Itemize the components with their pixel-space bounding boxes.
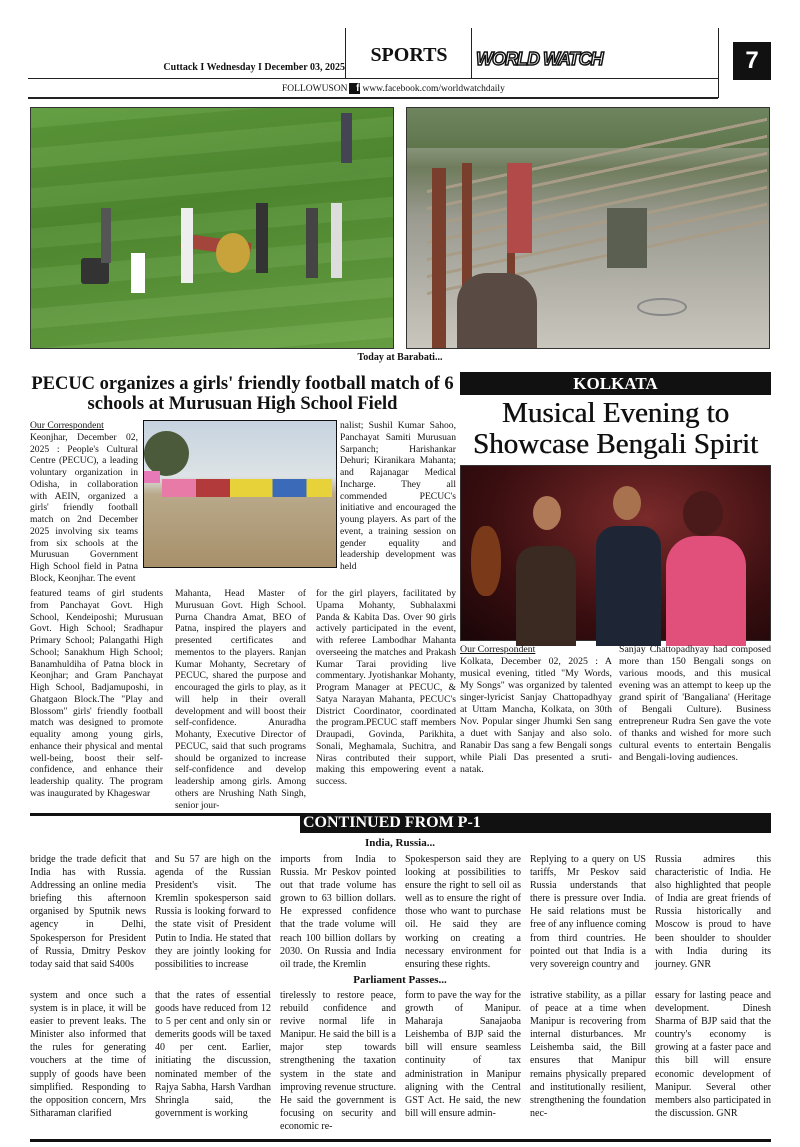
kolkata-col2: Sanjay Chattopadhyay had composed more than 150 Bengali songs on various moods, and this musical evening was an attempt to keep up the grand spirit of 'Bangaliana' (Heritage of Bengali Culture). Business entrepreneur Rudra Sen gave the vote of thanks and wished for more such cultural events to entertain Bengalis and Bengali-loving audiences.: [619, 644, 771, 763]
russia-column: Russia admires this characteristic of India. He also highlighted that people of India are great friends of Russia historically and Moscow is proud to have been shoulder to shoulder with India during its journey. GNR: [655, 854, 771, 970]
world-watch-logo: WORLD WATCH: [476, 49, 603, 69]
continued-banner: CONTINUED FROM P-1: [300, 813, 771, 833]
parliament-column: istrative stability, as a pillar of peace at a time when Manipur is recovering from internal disturbances. Mr Leishemba said, the Bill ensures that Manipur remains physically prepared and institutionally resilient, strengthening the foundation nec-: [530, 990, 646, 1119]
russia-column: bridge the trade deficit that India has with Russia. Addressing an online media briefing this afternoon organised by Sputnik news agency in Delhi, Spokesperson for President of Russia, Dmitry Peskov today said that said S400s: [30, 854, 146, 970]
russia-column: Replying to a query on US tariffs, Mr Peskov said Russia understands that there is pressure over India. He said relations must be free of any influence coming from third countries. He pointed out that India is a very sovereign country and: [530, 854, 646, 970]
parliament-column: system and once such a system is in place, it will be easier to prevent leaks. The Minister also informed that the rules for generating vouchers at the time of supply of goods have been simplified. Responding to the opposition concern, Mrs Sitharaman clarified: [30, 990, 146, 1119]
pecuc-col3-bottom: for the girl players, facilitated by Upama Mohanty, Subhalaxmi Panda & Kabita Das. Over 90 girls actively participated in the event, with referee Lambodhar Mahanta overseeing the matches and Prakash Kumar Tarai providing live commentary. Jyotishankar Mohanty, Program Manager at PECUC, & Satya Narayan Mahanta, PECUC's District Coordinator, coordinated the program.PECUC staff members Draupadi, Govinda, Parikhita, Sonali, Meghamala, Suchitra, and Niras contributed their support, making this empowering event a success.: [316, 588, 456, 787]
pecuc-col3-top: nalist; Sushil Kumar Sahoo, Panchayat Samiti Murusuan Sarpanch; Harishankar Dehuri; Kiranikara Mahanta; and Rajanagar Medical Incharge. They all commended PECUC's initiative and encouraged the young players. As part of the event, a training session on gender equality and leadership development was held: [340, 420, 456, 572]
section-title: SPORTS: [370, 44, 448, 66]
pecuc-col1-bottom: featured teams of girl students from Panchayat Govt. High School, Kendeiposhi; Murusuan Govt. High School; Sradhapur Primary School; Palangathi High School; Sanakhum High School; Banamhuldiha of Patna block in Keonjhar; and Gram Panchayat High School, Badjamuposhi, in Ghatgaon Block.The "Play and Blossom" girls' friendly football match was designed to promote equality among young girls, enhance their physical and mental well-being, boost their self-confidence, and enhance their leadership quality. The program was inaugurated by Khageswar: [30, 588, 163, 799]
russia-title: India, Russia...: [364, 837, 435, 849]
kolkata-text: Kolkata, December 02, 2025 : A musical evening, titled "My Words, My Songs" was organized by talented singer-lyricist Sanjay Chattopadhyay at Uttam Mancha, Kolkata, on 30th Nov. Popular singer Jhumki Sen sang a duet with Sanjay and also solo. Ranabir Das sang a few Bengali songs while Piali Das presented a sruti-natak.: [460, 656, 612, 775]
russia-column: and Su 57 are high on the agenda of the Russian President's visit. The Kremlin spokesperson said Russia is looking forward to the state visit of President Putin to India. He stated that they are jointly looking for possibilities to increase: [155, 854, 271, 970]
divider: [345, 28, 346, 78]
pecuc-byline: Our Correspondent: [30, 420, 104, 431]
parliament-title: Parliament Passes...: [353, 974, 447, 986]
divider: [471, 28, 472, 78]
masthead-rule: [28, 78, 718, 79]
follow-line: [282, 83, 505, 94]
divider: [718, 28, 719, 98]
follow-label: FOLLOWUSON: [282, 83, 348, 94]
facebook-icon[interactable]: f: [349, 83, 360, 94]
bottom-rule: [30, 1139, 771, 1142]
pecuc-col1-top: [30, 420, 138, 585]
parliament-column: form to pave the way for the growth of Manipur. Maharaja Sanajaoba Leishemba of BJP said the bill will ensure seamless continuity of tax administration in Manipur aligning with the Central GST Act. He said, the new bill will ensure admin-: [405, 990, 521, 1119]
russia-column: imports from India to Russia. Mr Peskov pointed out that trade volume has grown to 63 billion dollars. He expressed confidence that the trade volume will reach 100 billion dollars by 2030. On Russia and India oil trade, the Kremlin: [280, 854, 396, 970]
facebook-link[interactable]: www.facebook.com/worldwatchdaily: [362, 83, 505, 94]
pecuc-headline: PECUC organizes a girls' friendly football match of 6 schools at Murusuan High School Field: [31, 374, 454, 414]
page-number: 7: [733, 42, 771, 80]
musical-evening-photo: [460, 465, 771, 641]
girls-football-group-photo: [143, 420, 337, 568]
russia-column: Spokesperson said they are looking at possibilities to ensure the right to sell oil as well as to ensure the right of those who want to purchase oil. He said they are working on creating a necessary environment for ensuring these rights.: [405, 854, 521, 970]
photo-caption: Today at Barabati...: [357, 352, 443, 363]
kolkata-headline: Musical Evening to Showcase Bengali Spirit: [472, 397, 759, 460]
pecuc-col2: Mahanta, Head Master of Murusuan Govt. High School. Purna Chandra Amat, BEO of Patna, inspired the players and presented certificates and mementos to the players. Ranjan Kumar Mohanty, Secretary of PECUC, shared the purpose and encouraged the girls to play, as it will help in their overall development and will boost their self-confidence. Anuradha Mohanty, Executive Director of PECUC, said that such programs should be organized to increase self-confidence and develop leadership among girls. Among others are Nrushing Nath Singh, senior jour-: [175, 588, 306, 811]
dateline: Cuttack I Wednesday I December 03, 2025: [163, 62, 345, 73]
parliament-column: that the rates of essential goods have reduced from 12 to 5 per cent and only sin or demerits goods will be taxed 40 per cent. Earlier, initiating the discussion, nominated member of the Rajya Sabha, Harsh Vardhan Shringla said, the government is working: [155, 990, 271, 1119]
pecuc-text: Keonjhar, December 02, 2025 : People's Cultural Centre (PECUC), a leading voluntary organization in Odisha, in collaboration with AEIN, organized a girls' friendly football match on 2nd December 2025 involving six teams from six schools at the Murusuan Government High School field in Patna Block, Keonjhar. The event: [30, 431, 138, 584]
parliament-column: essary for lasting peace and development. Dinesh Sharma of BJP said that the country's economy is growing at a faster pace and this bill will ensure economic development of Manipur. Several other members also participated in the discussion. GNR: [655, 990, 771, 1119]
header-bottom-rule: [28, 97, 718, 99]
kolkata-section-bar: KOLKATA: [460, 372, 771, 395]
kolkata-col1: [460, 644, 612, 776]
parliament-column: tirelessly to restore peace, rebuild confidence and revive normal life in Manipur. He said the bill is a major step towards strengthening the taxation system in the state and improving revenue structure. He said the government is focusing on security and economic re-: [280, 990, 396, 1132]
stadium-ground-photo: [30, 107, 394, 349]
barabati-fence-photo: [406, 107, 770, 349]
kolkata-byline: Our Correspondent: [460, 644, 536, 655]
